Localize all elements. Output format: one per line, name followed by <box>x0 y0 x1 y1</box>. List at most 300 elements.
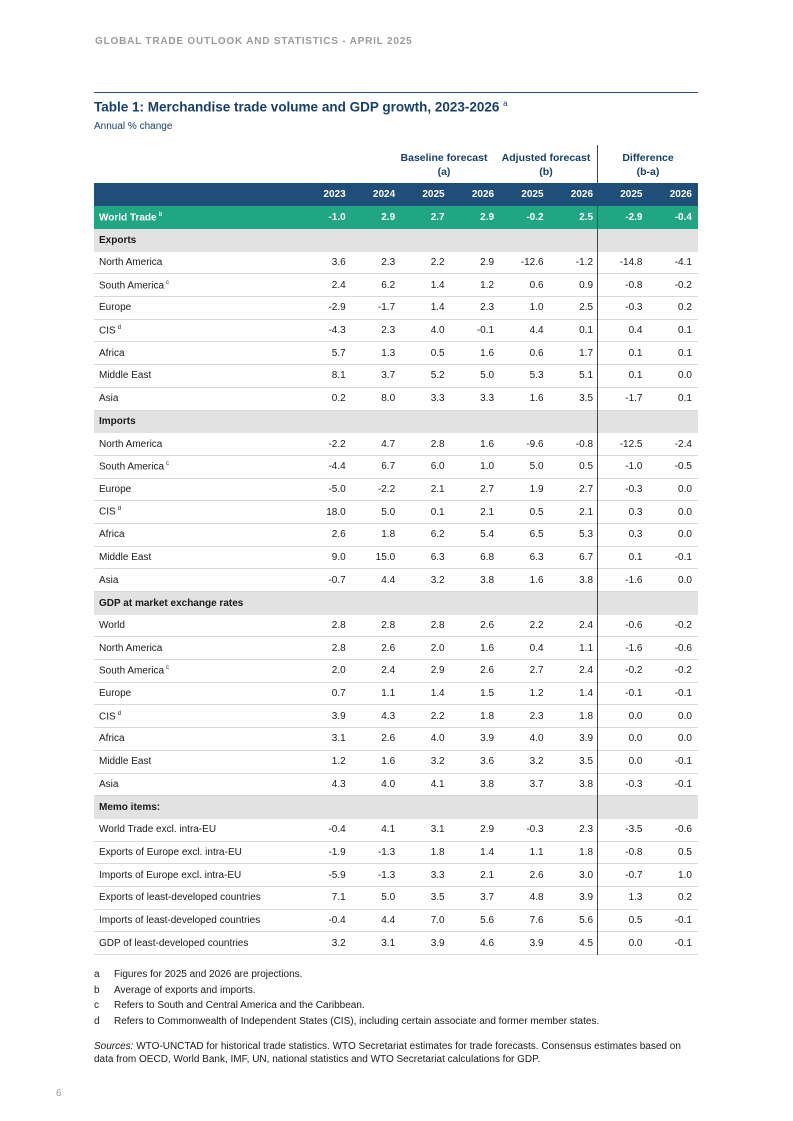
footnote-text: Average of exports and imports. <box>114 984 256 996</box>
column-header-year: 2026 <box>669 189 692 200</box>
row-label-text: Africa <box>99 529 125 541</box>
row-value: -0.6 <box>625 620 643 632</box>
row-value: 5.0 <box>381 506 396 518</box>
row-value: 1.0 <box>529 302 544 314</box>
row-value: -0.1 <box>674 551 692 563</box>
row-value: 2.2 <box>529 620 544 632</box>
row-value: 18.0 <box>326 506 346 518</box>
table-subtitle: Annual % change <box>94 121 173 132</box>
footnote-text: Refers to Commonwealth of Independent States (CIS), including certain associate and former member states. <box>114 1015 600 1027</box>
row-label-text: CIS <box>99 325 116 337</box>
world-trade-value: -1.0 <box>328 212 346 223</box>
world-trade-value: -2.9 <box>625 212 643 223</box>
section-header-row <box>94 229 698 252</box>
row-value: 3.3 <box>430 393 445 405</box>
row-label <box>94 280 302 291</box>
row-value: -0.8 <box>625 279 643 291</box>
row-value: -5.9 <box>328 869 346 881</box>
footnote-text: Refers to South and Central America and the Caribbean. <box>114 1000 365 1012</box>
row-value: -12.6 <box>520 257 544 269</box>
row-value: 4.3 <box>381 710 396 722</box>
row-label <box>94 325 302 336</box>
row-value: 4.5 <box>579 937 594 949</box>
table-row <box>94 864 698 887</box>
table-row <box>94 274 698 297</box>
row-value: 4.7 <box>381 438 396 450</box>
row-value: -0.1 <box>674 756 692 768</box>
difference-header: Difference (b-a) <box>622 152 674 178</box>
world-trade-value: -0.2 <box>526 212 544 223</box>
row-value: 4.0 <box>430 325 445 337</box>
row-value: 7.6 <box>529 914 544 926</box>
row-label-text: Imports of Europe excl. intra-EU <box>99 869 242 881</box>
table-row <box>94 456 698 479</box>
table-title: Table 1: Merchandise trade volume and GDP growth, 2023-2026 $^a$ <box>94 99 508 115</box>
row-value: 4.1 <box>430 778 445 790</box>
row-value: 0.0 <box>678 370 692 382</box>
row-label-text: Africa <box>99 347 125 359</box>
row-value: 0.0 <box>628 710 643 722</box>
row-value: -1.7 <box>377 302 396 314</box>
column-header-year: 2026 <box>570 189 594 200</box>
difference-divider <box>597 145 598 955</box>
footnote <box>94 1014 599 1030</box>
row-value: 3.5 <box>579 756 594 768</box>
row-value: 0.1 <box>430 506 445 518</box>
row-value: 1.6 <box>529 393 544 405</box>
table-row <box>94 252 698 275</box>
row-value: 0.1 <box>628 370 643 382</box>
table-row <box>94 819 698 842</box>
sources-note: Sources: WTO-UNCTAD for historical trade statistics. WTO Secretariat estimates for trade forecasts. Consensus estimates based on data from OECD, World Bank, IMF, UN, national statistics and WTO Secretariat calculations for GDP. <box>94 1041 681 1065</box>
table-row <box>94 615 698 638</box>
row-value: 0.1 <box>678 347 692 359</box>
row-value: 0.7 <box>331 688 346 700</box>
row-value: -1.6 <box>625 642 643 654</box>
row-value: -1.2 <box>575 257 594 269</box>
row-value: -0.1 <box>674 688 692 700</box>
row-value: 3.3 <box>430 869 445 881</box>
table-row <box>94 932 698 955</box>
row-value: -0.6 <box>674 642 692 654</box>
row-value: 2.7 <box>579 483 594 495</box>
row-value: 3.9 <box>430 937 445 949</box>
table-row <box>94 637 698 660</box>
row-note: d <box>117 506 122 513</box>
row-label <box>94 688 302 699</box>
table-row <box>94 501 698 524</box>
row-label-text: World <box>99 620 125 632</box>
world-trade-row <box>94 206 698 229</box>
row-label-text: Europe <box>99 302 132 314</box>
row-label-text: Middle East <box>99 756 152 768</box>
row-value: 0.0 <box>628 937 643 949</box>
row-note: c <box>166 279 170 286</box>
row-value: 1.4 <box>480 846 495 858</box>
row-value: 0.0 <box>628 756 643 768</box>
row-value: 2.8 <box>331 620 346 632</box>
column-header-year: 2025 <box>521 189 544 200</box>
row-value: 4.0 <box>381 778 396 790</box>
row-label <box>94 779 302 790</box>
page-number: 6 <box>56 1088 62 1099</box>
row-value: 3.6 <box>480 756 495 768</box>
baseline-forecast-header: Baseline forecast (a) <box>400 152 488 178</box>
row-value: 0.0 <box>628 733 643 745</box>
section-header-row <box>94 592 698 615</box>
row-label <box>94 575 302 586</box>
row-value: 0.1 <box>678 325 692 337</box>
table-row <box>94 842 698 865</box>
row-note: d <box>117 324 122 331</box>
row-value: -0.8 <box>625 846 643 858</box>
row-value: 2.6 <box>529 869 544 881</box>
row-value: 5.1 <box>579 370 594 382</box>
row-value: -3.5 <box>625 824 643 836</box>
row-label-text: Exports of least-developed countries <box>99 892 261 904</box>
table-row <box>94 774 698 797</box>
table-row <box>94 887 698 910</box>
row-value: 3.8 <box>480 574 495 586</box>
row-label-text: CIS <box>99 506 116 518</box>
row-label-text: CIS <box>99 710 116 722</box>
row-label <box>94 824 302 835</box>
row-value: 2.9 <box>430 665 445 677</box>
row-value: 3.2 <box>430 574 445 586</box>
row-value: 0.1 <box>628 551 643 563</box>
row-value: 6.7 <box>381 461 396 473</box>
row-label-text: GDP of least-developed countries <box>99 937 249 949</box>
row-value: 5.0 <box>381 892 396 904</box>
footnote-text: Figures for 2025 and 2026 are projections. <box>114 969 303 981</box>
row-value: -0.2 <box>674 620 692 632</box>
table-row <box>94 320 698 343</box>
row-value: 1.4 <box>430 302 445 314</box>
row-value: 7.1 <box>331 892 346 904</box>
section-header-row <box>94 796 698 819</box>
table-row <box>94 388 698 411</box>
row-value: 4.8 <box>529 892 544 904</box>
row-value: 2.5 <box>579 302 594 314</box>
row-value: 5.6 <box>579 914 594 926</box>
column-header-year: 2024 <box>372 189 396 200</box>
row-value: 3.9 <box>331 710 346 722</box>
world-trade-text: World Trade <box>99 212 157 224</box>
running-header: GLOBAL TRADE OUTLOOK AND STATISTICS - APRIL 2025 <box>95 36 413 47</box>
row-value: 0.0 <box>678 506 692 518</box>
row-value: 2.2 <box>430 257 445 269</box>
footnote <box>94 983 599 999</box>
row-label-text: South America <box>99 279 165 291</box>
row-value: 0.0 <box>678 710 692 722</box>
row-value: -0.2 <box>674 665 692 677</box>
row-value: 3.5 <box>430 892 445 904</box>
row-label <box>94 915 302 926</box>
row-value: 6.8 <box>480 551 495 563</box>
row-value: 1.8 <box>480 710 495 722</box>
row-label <box>94 733 302 744</box>
row-value: 4.4 <box>529 325 544 337</box>
footnotes <box>94 967 599 1029</box>
row-value: 4.0 <box>529 733 544 745</box>
column-header-year: 2023 <box>323 189 346 200</box>
row-value: 6.5 <box>529 529 544 541</box>
row-value: 0.0 <box>678 529 692 541</box>
row-value: -0.1 <box>674 778 692 790</box>
row-value: 0.5 <box>628 914 643 926</box>
row-value: 0.3 <box>628 529 643 541</box>
row-value: 3.9 <box>579 733 594 745</box>
row-value: 2.0 <box>430 642 445 654</box>
world-trade-label <box>94 212 302 223</box>
section-title: Imports <box>99 416 136 428</box>
row-value: 2.3 <box>480 302 495 314</box>
column-header-row <box>94 183 698 206</box>
row-value: -0.8 <box>575 438 594 450</box>
row-value: 1.6 <box>381 756 396 768</box>
footnote <box>94 998 599 1014</box>
row-value: 3.0 <box>579 869 594 881</box>
row-value: 2.8 <box>430 438 445 450</box>
row-value: 7.0 <box>430 914 445 926</box>
row-value: -1.0 <box>625 461 643 473</box>
row-label <box>94 620 302 631</box>
row-value: -0.5 <box>674 461 692 473</box>
row-value: 2.8 <box>381 620 396 632</box>
row-value: 6.3 <box>430 551 445 563</box>
row-value: -2.2 <box>377 483 396 495</box>
row-value: -9.6 <box>526 438 544 450</box>
row-label-text: World Trade excl. intra-EU <box>99 824 217 836</box>
row-value: 1.6 <box>480 347 495 359</box>
row-value: -14.8 <box>619 257 643 269</box>
table-row <box>94 683 698 706</box>
world-trade-value: 2.7 <box>430 212 445 223</box>
row-value: 2.6 <box>480 665 495 677</box>
row-label-text: Asia <box>99 393 119 405</box>
row-value: 3.1 <box>381 937 396 949</box>
row-value: 1.9 <box>529 483 544 495</box>
row-value: 1.4 <box>430 279 445 291</box>
row-value: 3.8 <box>480 778 495 790</box>
world-trade-value: 2.5 <box>579 212 594 223</box>
row-label-text: Africa <box>99 733 125 745</box>
row-value: 6.3 <box>529 551 544 563</box>
row-value: 6.0 <box>430 461 445 473</box>
row-value: 0.5 <box>678 846 692 858</box>
row-value: 1.6 <box>480 438 495 450</box>
table-row <box>94 728 698 751</box>
row-value: -0.1 <box>674 937 692 949</box>
row-value: 5.0 <box>480 370 495 382</box>
row-value: 1.8 <box>579 710 594 722</box>
row-value: 2.3 <box>381 257 396 269</box>
row-label-text: South America <box>99 665 165 677</box>
row-label <box>94 643 302 654</box>
row-value: -4.1 <box>674 257 692 269</box>
row-label <box>94 484 302 495</box>
row-value: 9.0 <box>331 551 346 563</box>
footnote <box>94 967 599 983</box>
row-value: 3.1 <box>430 824 445 836</box>
row-value: 1.7 <box>579 347 594 359</box>
row-value: -1.3 <box>377 869 396 881</box>
row-value: 2.4 <box>381 665 396 677</box>
table-row <box>94 751 698 774</box>
table-row <box>94 342 698 365</box>
row-value: 2.3 <box>381 325 396 337</box>
row-value: -0.3 <box>625 778 643 790</box>
row-value: 1.4 <box>579 688 594 700</box>
row-value: 1.1 <box>529 846 544 858</box>
world-trade-value: 2.9 <box>381 212 396 223</box>
row-value: 3.6 <box>331 257 346 269</box>
row-value: 2.4 <box>579 620 594 632</box>
row-note: c <box>166 665 170 672</box>
row-label <box>94 870 302 881</box>
row-value: 2.3 <box>529 710 544 722</box>
world-trade-note: b <box>158 211 163 218</box>
row-value: -1.7 <box>625 393 643 405</box>
row-value: -0.1 <box>625 688 643 700</box>
row-value: 6.7 <box>579 551 594 563</box>
table-row <box>94 479 698 502</box>
row-value: 3.9 <box>579 892 594 904</box>
table-row <box>94 660 698 683</box>
row-value: 5.3 <box>529 370 544 382</box>
row-value: 0.5 <box>430 347 445 359</box>
row-label-text: North America <box>99 257 163 269</box>
row-value: 2.0 <box>331 665 346 677</box>
row-value: 0.1 <box>628 347 643 359</box>
row-value: 1.3 <box>628 892 643 904</box>
row-label <box>94 370 302 381</box>
row-value: 0.9 <box>579 279 594 291</box>
row-label <box>94 756 302 767</box>
row-label-text: Asia <box>99 574 119 586</box>
row-value: 2.3 <box>579 824 594 836</box>
table-row <box>94 365 698 388</box>
row-value: 3.3 <box>480 393 495 405</box>
row-value: 0.1 <box>579 325 594 337</box>
row-value: 3.9 <box>529 937 544 949</box>
row-value: -0.1 <box>674 914 692 926</box>
table-row <box>94 910 698 933</box>
row-value: 4.4 <box>381 914 396 926</box>
row-value: 3.2 <box>529 756 544 768</box>
row-label-text: Europe <box>99 688 132 700</box>
row-value: 2.8 <box>430 620 445 632</box>
row-value: 2.9 <box>480 257 495 269</box>
row-label-text: North America <box>99 438 163 450</box>
row-value: 0.4 <box>628 325 643 337</box>
row-value: 3.2 <box>430 756 445 768</box>
row-value: 2.7 <box>529 665 544 677</box>
row-note: d <box>117 710 122 717</box>
row-value: -0.2 <box>625 665 643 677</box>
row-value: 0.2 <box>678 892 692 904</box>
row-value: 3.1 <box>331 733 346 745</box>
row-value: 5.4 <box>480 529 495 541</box>
row-value: 4.4 <box>381 574 396 586</box>
row-label <box>94 461 302 472</box>
row-value: 0.0 <box>678 733 692 745</box>
row-value: 2.4 <box>331 279 346 291</box>
row-label <box>94 529 302 540</box>
section-title: GDP at market exchange rates <box>99 597 244 609</box>
row-value: 0.6 <box>529 279 544 291</box>
row-value: 5.6 <box>480 914 495 926</box>
row-value: 0.5 <box>579 461 594 473</box>
row-value: 3.9 <box>480 733 495 745</box>
row-label <box>94 439 302 450</box>
row-value: -2.2 <box>328 438 346 450</box>
row-value: 1.8 <box>430 846 445 858</box>
row-value: -0.7 <box>625 869 643 881</box>
row-value: -0.4 <box>328 914 346 926</box>
row-value: -0.7 <box>328 574 346 586</box>
row-label <box>94 552 302 563</box>
row-label-text: Asia <box>99 778 119 790</box>
row-value: 0.3 <box>628 506 643 518</box>
row-label <box>94 711 302 722</box>
row-value: 2.6 <box>381 642 396 654</box>
row-value: 1.0 <box>678 869 692 881</box>
row-value: 2.1 <box>480 506 495 518</box>
column-header-year: 2026 <box>471 189 495 200</box>
section-title: Exports <box>99 234 137 246</box>
row-value: 2.6 <box>331 529 346 541</box>
row-label <box>94 506 302 517</box>
row-value: 3.7 <box>381 370 396 382</box>
row-value: -12.5 <box>619 438 643 450</box>
table-row <box>94 547 698 570</box>
row-value: 5.7 <box>331 347 346 359</box>
row-value: 0.6 <box>529 347 544 359</box>
row-value: 1.6 <box>480 642 495 654</box>
row-note: c <box>166 461 170 468</box>
row-value: -0.3 <box>526 824 544 836</box>
row-value: 4.1 <box>381 824 396 836</box>
row-value: 6.2 <box>430 529 445 541</box>
adjusted-forecast-header: Adjusted forecast (b) <box>501 152 591 178</box>
row-value: 3.2 <box>331 937 346 949</box>
row-value: 3.5 <box>579 393 594 405</box>
row-value: 0.0 <box>678 483 692 495</box>
row-value: 1.5 <box>480 688 495 700</box>
row-label-text: Middle East <box>99 370 152 382</box>
row-value: 4.3 <box>331 778 346 790</box>
row-label <box>94 257 302 268</box>
section-header-row <box>94 411 698 434</box>
row-label-text: North America <box>99 642 163 654</box>
trade-table <box>94 183 698 955</box>
row-value: 8.1 <box>331 370 346 382</box>
row-value: -4.3 <box>328 325 346 337</box>
row-value: -0.3 <box>625 302 643 314</box>
row-label-text: South America <box>99 461 165 473</box>
row-value: 1.8 <box>381 529 396 541</box>
row-value: 1.2 <box>331 756 346 768</box>
column-header-year: 2025 <box>620 189 643 200</box>
row-value: 0.0 <box>678 574 692 586</box>
world-trade-value: -0.4 <box>674 212 692 223</box>
row-label <box>94 847 302 858</box>
footnote-letter: d <box>94 1015 100 1027</box>
row-value: 2.1 <box>430 483 445 495</box>
row-value: 1.1 <box>579 642 594 654</box>
row-label <box>94 892 302 903</box>
